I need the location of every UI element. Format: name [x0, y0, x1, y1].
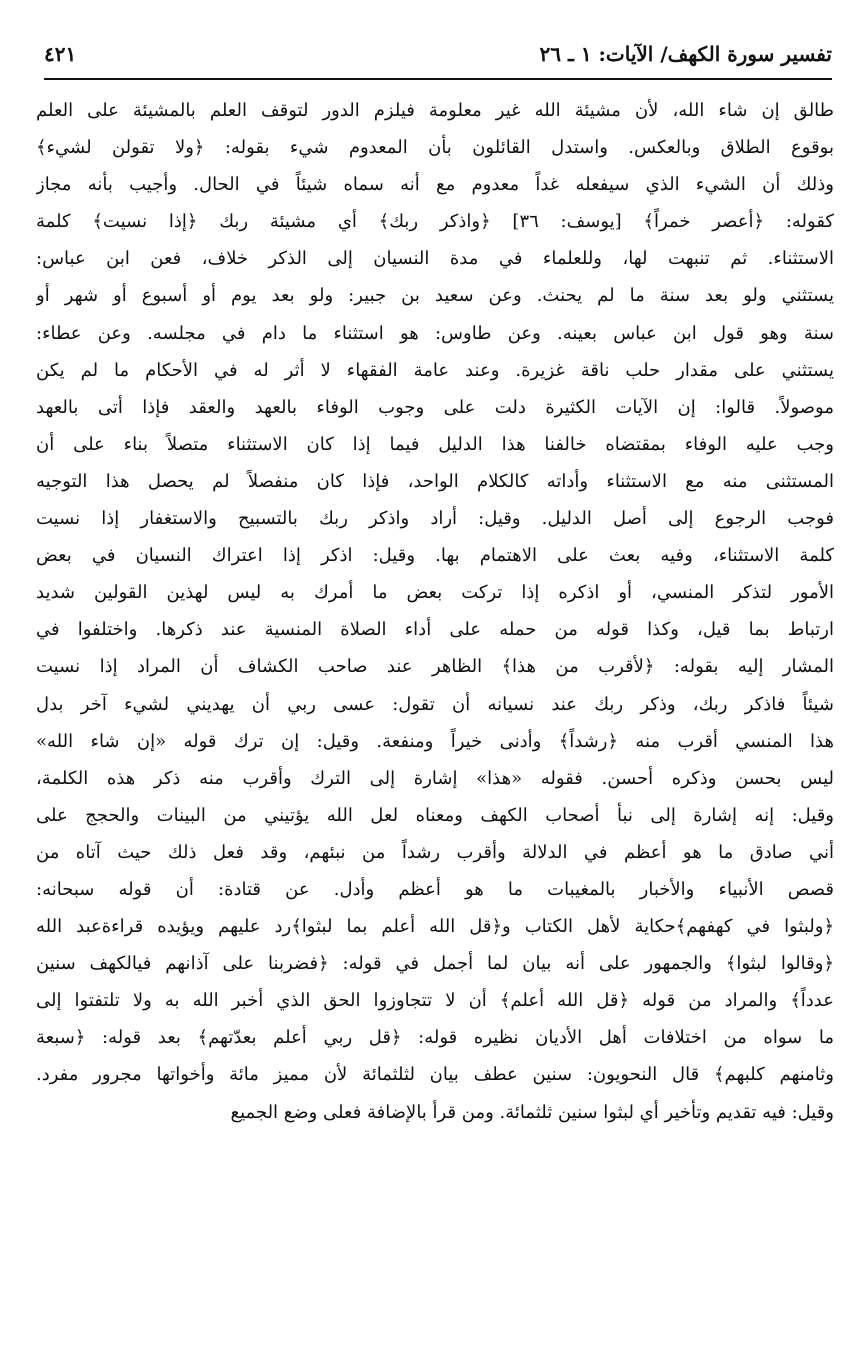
text-line: طالق إن شاء الله، لأن مشيئة الله غير معلومة فيلزم الدور لتوقف العلم بالمشيئة على العلم	[36, 100, 834, 121]
text-line: الاستثناء. ثم تنبهت لها، وللعلماء في مدة النسيان إلى الذكر خلاف، فعن ابن عباس:	[36, 248, 834, 270]
text-line: وثامنهم كلبهم﴾ قال النحويون: سنين عطف بيان لثلثمائة لأن مميز مائة وأخواتها مجرور مفرد.	[36, 1064, 834, 1086]
text-line: وقيل: إنه إشارة إلى نبأ أصحاب الكهف ومعناه لعل الله يؤتيني من البينات والحجج على	[36, 804, 834, 826]
text-line: وجب عليه الوفاء بمقتضاه خالفنا هذا الدليل فيما إذا كان الاستثناء متصلاً بناء على أن	[36, 433, 834, 455]
text-line: قصص الأنبياء والأخبار بالمغيبات ما هو أعظم وأدل. عن قتادة: أن قوله سبحانه:	[36, 878, 834, 900]
text-line: فوجب الرجوع إلى أصل الدليل. وقيل: أراد واذكر ربك بالتسبيح والاستغفار إذا نسيت	[36, 508, 834, 530]
text-line: ﴿وقالوا لبثوا﴾ والجمهور على أنه بيان لما أجمل في قوله: ﴿فضربنا على آذانهم فيالكهف سنين	[36, 953, 834, 975]
text-line: كقوله: ﴿أعصر خمراً﴾ [يوسف: ٣٦] ﴿واذكر ربك﴾ أي مشيئة ربك ﴿إذا نسيت﴾ كلمة	[36, 211, 834, 233]
text-line: ﴿ولبثوا في كهفهم﴾حكاية لأهل الكتاب و﴿قل الله أعلم بما لبثوا﴾رد عليهم ويؤيده قراءةعبد الله	[36, 916, 834, 938]
text-line: ارتباط بما قيل، وكذا قوله من حمله على أداء الصلاة المنسية عند ذكرها. واختلفوا في	[36, 619, 834, 641]
text-line: وقيل: فيه تقديم وتأخير أي لبثوا سنين ثلثمائة. ومن قرأ بالإضافة فعلى وضع الجميع	[230, 1101, 834, 1123]
page-number: ٤٢١	[44, 42, 77, 66]
text-line: أني صادق ما هو أعظم في الدلالة وأقرب رشداً من نبئهم، وقد فعل ذلك حيث آتاه من	[36, 841, 834, 863]
text-line: بوقوع الطلاق وبالعكس. واستدل القائلون بأن المعدوم شيء بقوله: ﴿ولا تقولن لشيء﴾	[36, 137, 834, 159]
text-line: الأمور لتذكر المنسي، أو اذكره إذا تركت بعض ما أمرك به ليس لهذين القولين شديد	[36, 582, 834, 604]
text-line: ما سواه من اختلافات أهل الأديان نظيره قوله: ﴿قل ربي أعلم بعدّتهم﴾ بعد قوله: ﴿سبعة	[36, 1027, 834, 1049]
text-line: كلمة الاستثناء، وفيه بعث على الاهتمام بها. وقيل: اذكر إذا اعتراك النسيان في بعض	[36, 545, 834, 567]
header-rule	[44, 78, 832, 80]
text-line: يستثني على مقدار حلب ناقة غزيرة. وعند عامة الفقهاء لا أثر له في الأحكام ما لم يكن	[36, 359, 834, 381]
text-line: المستثنى منه مع الاستثناء وأداته كالكلام الواحد، فإذا كان منفصلاً لم يحصل هذا التوجيه	[36, 470, 834, 492]
text-line: ليس بحسن وذكره أحسن. فقوله «هذا» إشارة إلى الترك وأقرب منه ذكر هذه الكلمة،	[36, 767, 834, 789]
text-line: شيئاً فاذكر ربك، وذكر ربك عند نسيانه أن تقول: عسى ربي أن يهديني لشيء آخر بدل	[36, 693, 834, 715]
text-line: المشار إليه بقوله: ﴿لأقرب من هذا﴾ الظاهر عند صاحب الكشاف أن المراد إذا نسيت	[36, 656, 834, 678]
text-line: يستثني ولو بعد سنة ما لم يحنث. وعن سعيد بن جبير: ولو بعد يوم أو أسبوع أو شهر أو	[36, 285, 834, 307]
text-line: موصولاً. قالوا: إن الآيات الكثيرة دلت على وجوب الوفاء بالعهد والعقد فإذا أتى بالعهد	[36, 396, 834, 418]
running-header	[44, 40, 832, 72]
running-title: تفسير سورة الكهف/ الآيات: ١ ـ ٢٦	[539, 42, 832, 66]
body-text	[36, 92, 834, 1131]
text-line: عدداً﴾ والمراد من قوله ﴿قل الله أعلم﴾ أن لا تتجاوزوا الحق الذي أخبر الله به ولا تلتفتوا إلى	[36, 990, 834, 1012]
text-line: سنة وهو قول ابن عباس بعينه. وعن طاوس: هو استثناء ما دام في مجلسه. وعن عطاء:	[36, 322, 834, 344]
text-line: وذلك أن الشيء الذي سيفعله غداً معدوم مع أنه سماه شيئاً في الحال. وأجيب بأنه مجاز	[36, 174, 834, 196]
text-line: هذا المنسي أقرب منه ﴿رشداً﴾ وأدنى خيراً ومنفعة. وقيل: إن ترك قوله «إن شاء الله»	[36, 730, 834, 752]
